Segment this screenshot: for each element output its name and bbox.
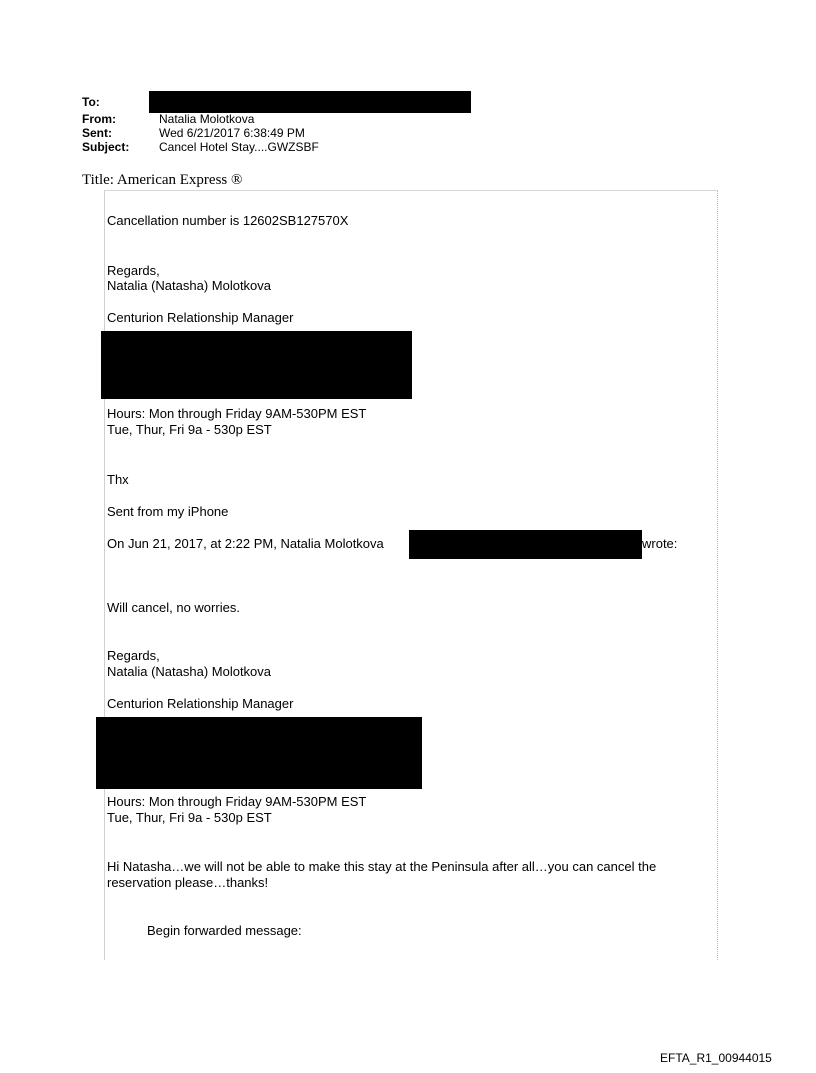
quote-wrote: wrote: bbox=[642, 536, 678, 551]
hours-line-2: Hours: Mon through Friday 9AM-530PM EST bbox=[107, 794, 367, 809]
email-address-redaction bbox=[409, 530, 642, 559]
thx-line: Thx bbox=[107, 472, 129, 487]
quote-intro-line: On Jun 21, 2017, at 2:22 PM, Natalia Molotkova bbox=[107, 536, 384, 551]
signature-redaction-2 bbox=[96, 717, 422, 789]
request-line-1: Hi Natasha…we will not be able to make this stay at the Peninsula after all…you can cancel the bbox=[107, 859, 657, 874]
sent-value: Wed 6/21/2017 6:38:49 PM bbox=[159, 126, 305, 140]
forwarded-message-line: Begin forwarded message: bbox=[147, 923, 302, 938]
sent-label: Sent: bbox=[82, 126, 112, 140]
subject-value: Cancel Hotel Stay....GWZSBF bbox=[159, 140, 319, 154]
regards-line-2: Regards, bbox=[107, 648, 160, 663]
signature-redaction bbox=[101, 331, 412, 399]
document-title: Title: American Express ® bbox=[82, 172, 243, 188]
hours-days-line: Tue, Thur, Fri 9a - 530p EST bbox=[107, 422, 272, 437]
from-label: From: bbox=[82, 112, 116, 126]
to-label: To: bbox=[82, 95, 100, 109]
regards-line: Regards, bbox=[107, 263, 160, 278]
cancellation-line: Cancellation number is 12602SB127570X bbox=[107, 213, 349, 228]
will-cancel-line: Will cancel, no worries. bbox=[107, 600, 240, 615]
message-frame bbox=[104, 190, 718, 960]
from-value: Natalia Molotkova bbox=[159, 112, 255, 126]
signature-name: Natalia (Natasha) Molotkova bbox=[107, 278, 272, 293]
request-line-2: reservation please…thanks! bbox=[107, 875, 269, 890]
hours-days-line-2: Tue, Thur, Fri 9a - 530p EST bbox=[107, 810, 272, 825]
signature-role-2: Centurion Relationship Manager bbox=[107, 696, 294, 711]
signature-role: Centurion Relationship Manager bbox=[107, 310, 294, 325]
signature-name-2: Natalia (Natasha) Molotkova bbox=[107, 664, 272, 679]
bates-number: EFTA_R1_00944015 bbox=[660, 1051, 772, 1065]
subject-label: Subject: bbox=[82, 140, 130, 154]
to-redaction bbox=[149, 91, 471, 113]
sent-from-line: Sent from my iPhone bbox=[107, 504, 229, 519]
hours-line: Hours: Mon through Friday 9AM-530PM EST bbox=[107, 406, 367, 421]
